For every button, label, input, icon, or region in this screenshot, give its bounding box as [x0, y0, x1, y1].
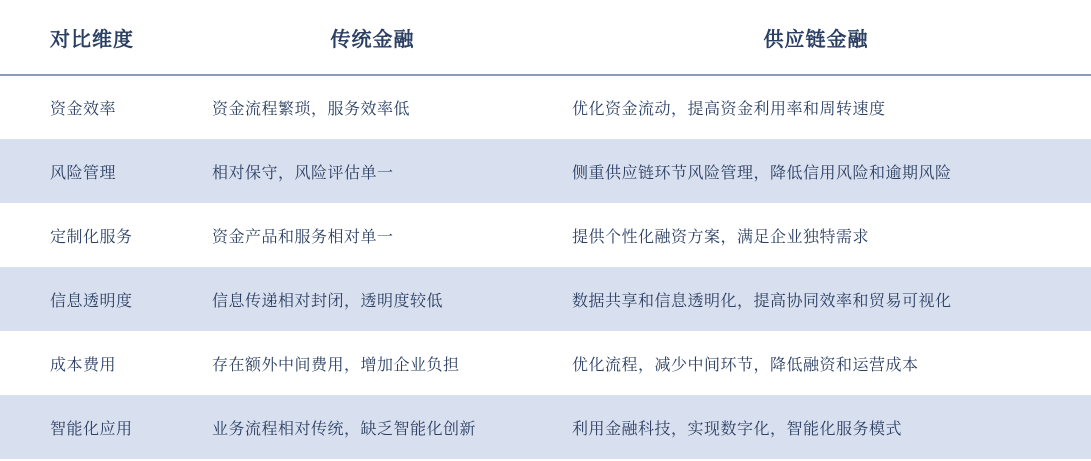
table-row — [0, 75, 1091, 139]
table-header — [0, 0, 1091, 75]
table-row — [0, 203, 1091, 267]
cell-dimension: 资金效率 — [50, 101, 117, 118]
table-body — [0, 75, 1091, 459]
table-row — [0, 331, 1091, 395]
cell-traditional: 业务流程相对传统，缺乏智能化创新 — [212, 420, 477, 438]
table-row — [0, 395, 1091, 459]
table-row — [0, 139, 1091, 203]
cell-supply-chain: 侧重供应链环节风险管理，降低信用风险和逾期风险 — [572, 164, 952, 182]
cell-traditional: 资金流程繁琐，服务效率低 — [212, 101, 411, 118]
table-row — [0, 267, 1091, 331]
cell-dimension: 风险管理 — [50, 164, 117, 182]
cell-dimension: 成本费用 — [50, 356, 117, 374]
cell-traditional: 相对保守，风险评估单一 — [212, 164, 394, 182]
table-header-row — [0, 0, 1091, 75]
column-header-dimension: 对比维度 — [0, 0, 200, 75]
cell-supply-chain: 利用金融科技，实现数字化，智能化服务模式 — [572, 420, 903, 438]
cell-supply-chain: 优化资金流动，提高资金利用率和周转速度 — [572, 101, 886, 118]
cell-traditional: 资金产品和服务相对单一 — [212, 228, 394, 246]
cell-dimension: 信息透明度 — [50, 292, 133, 310]
cell-supply-chain: 数据共享和信息透明化，提高协同效率和贸易可视化 — [572, 292, 952, 310]
cell-supply-chain: 提供个性化融资方案，满足企业独特需求 — [572, 228, 870, 246]
cell-dimension: 智能化应用 — [50, 420, 133, 438]
column-header-traditional: 传统金融 — [200, 0, 560, 75]
cell-supply-chain: 优化流程，减少中间环节，降低融资和运营成本 — [572, 356, 919, 374]
cell-dimension: 定制化服务 — [50, 228, 133, 246]
cell-traditional: 信息传递相对封闭，透明度较低 — [212, 292, 444, 310]
cell-traditional: 存在额外中间费用，增加企业负担 — [212, 356, 460, 374]
column-header-supply-chain: 供应链金融 — [560, 0, 1091, 75]
